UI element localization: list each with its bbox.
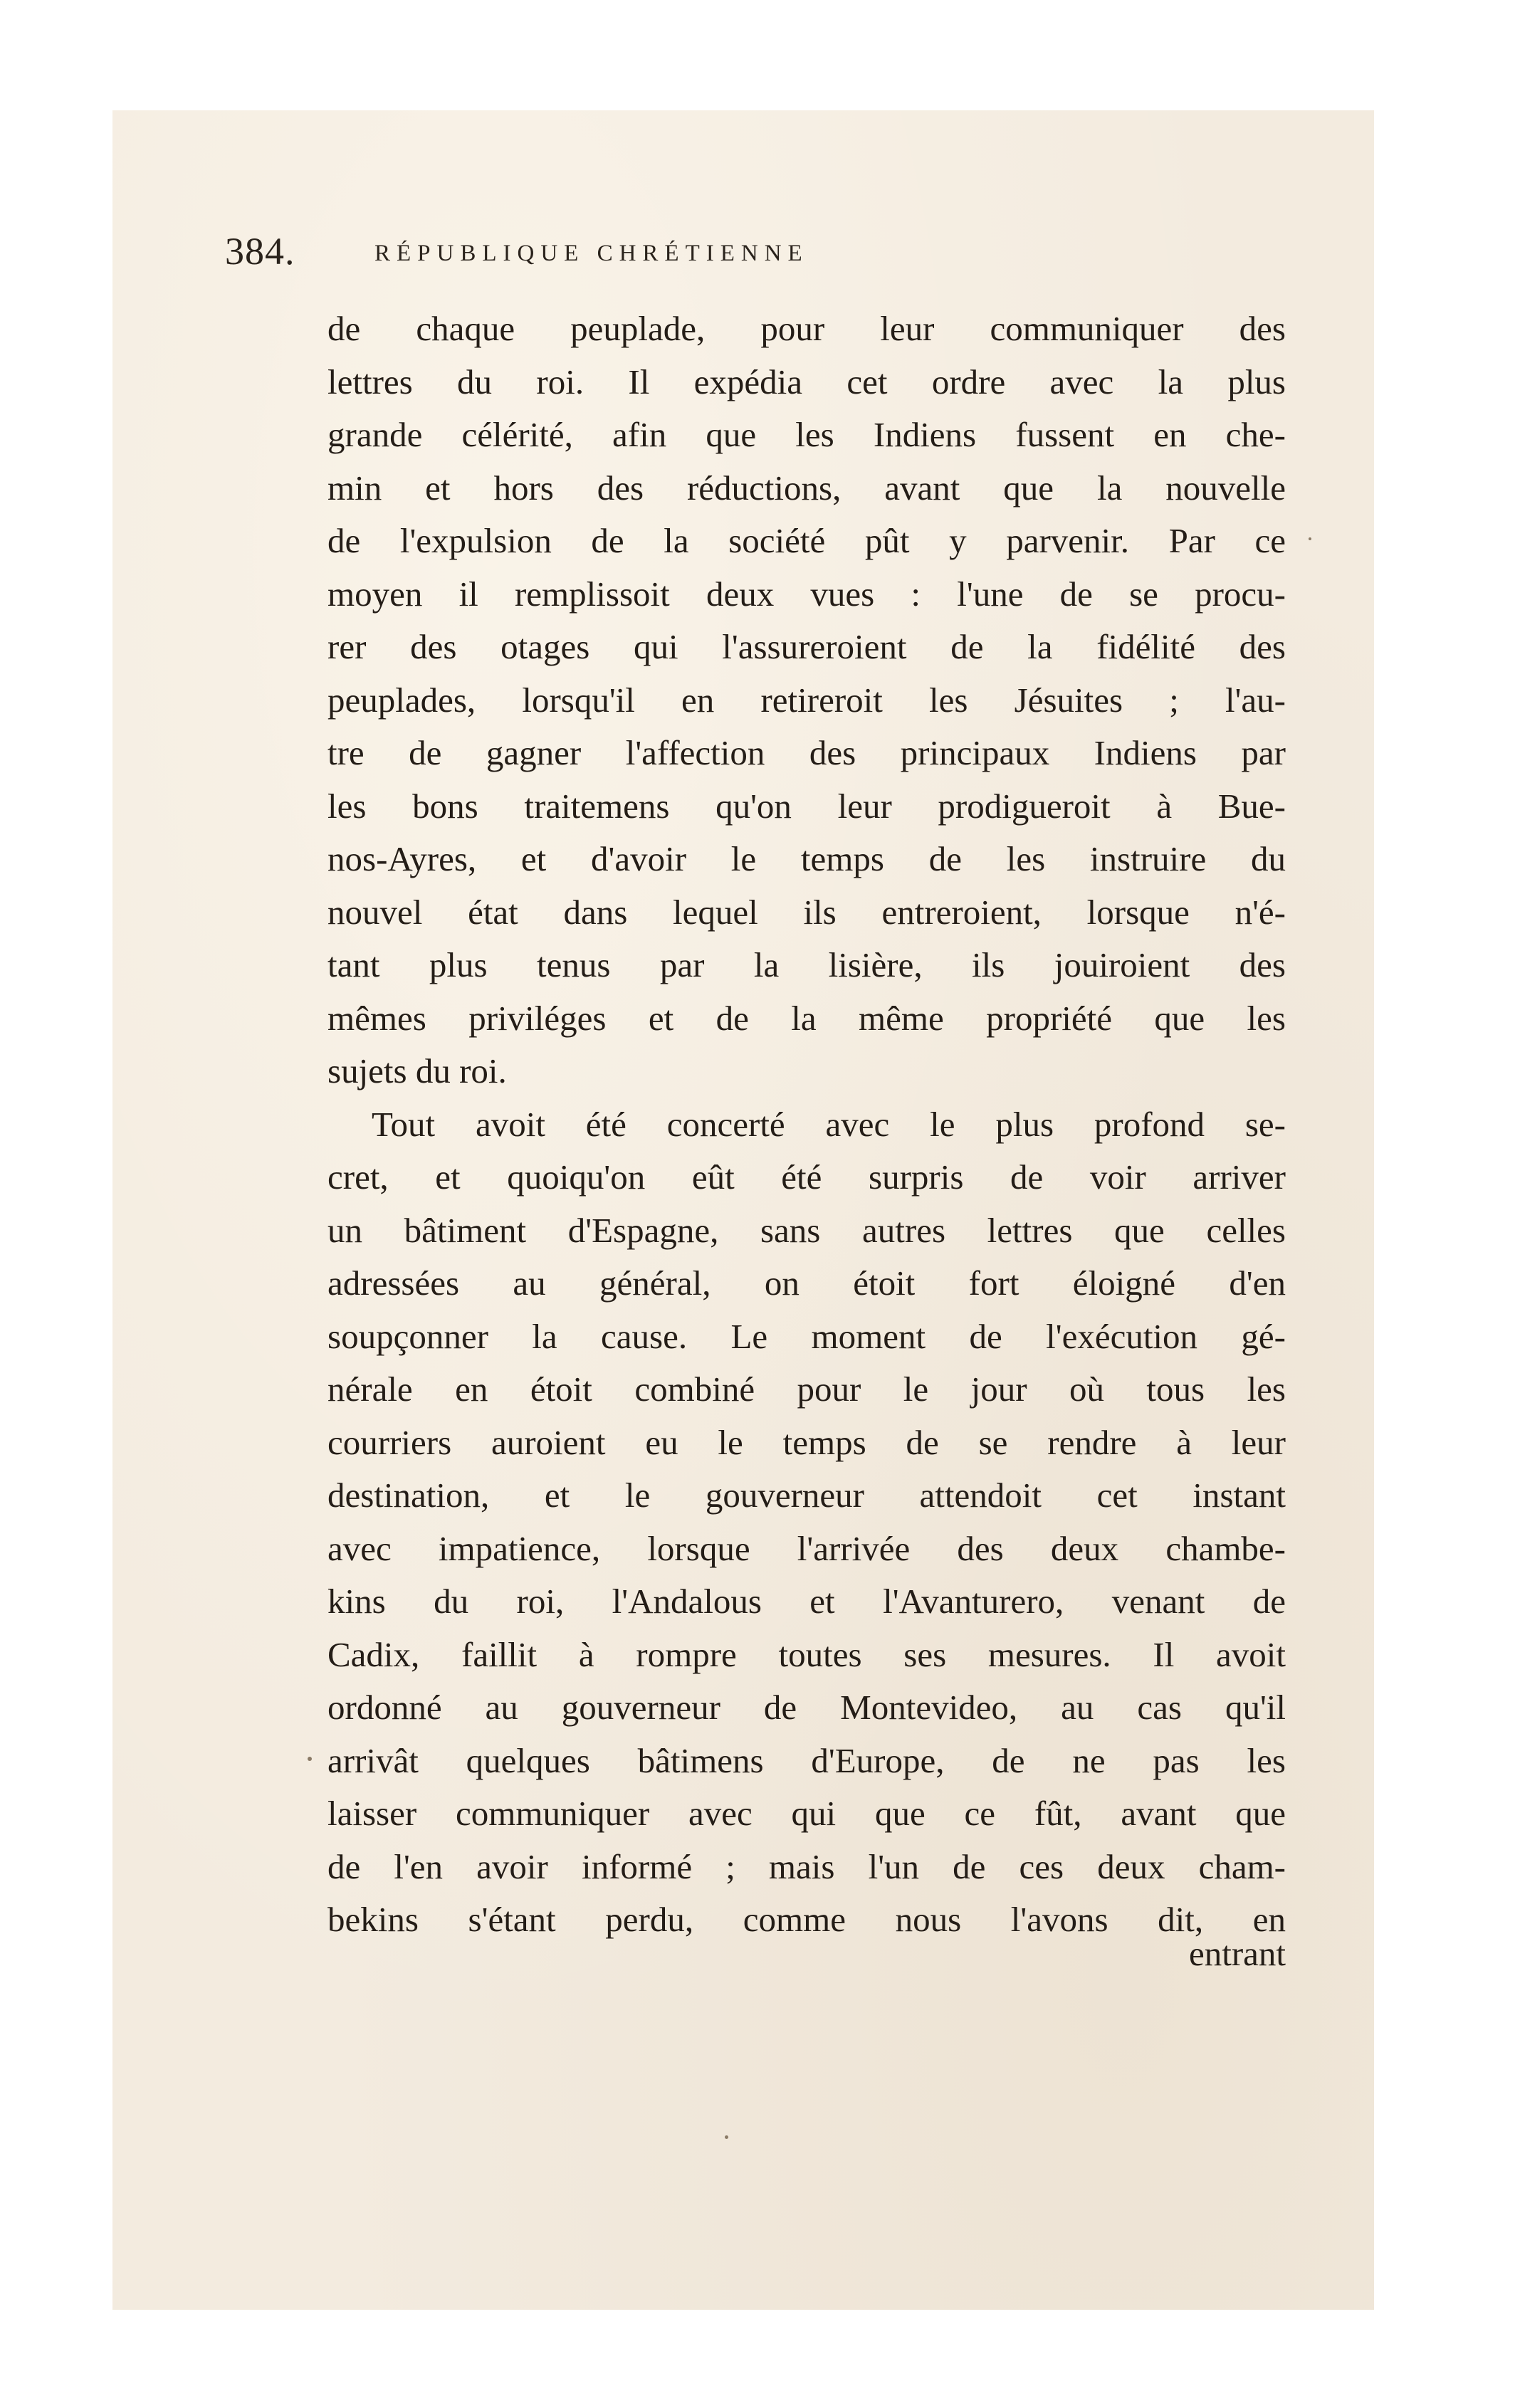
- text-line: rer des otages qui l'assureroient de la fidélité des: [327, 627, 1286, 666]
- paragraph-1: [327, 303, 1286, 1098]
- text-line: les bons traitemens qu'on leur prodigueroit à Bue-: [327, 786, 1286, 826]
- text-line: lettres du roi. Il expédia cet ordre avec la plus: [327, 362, 1286, 401]
- text-line: avec impatience, lorsque l'arrivée des deux chambe-: [327, 1528, 1286, 1568]
- text-line: arrivât quelques bâtimens d'Europe, de ne pas les: [327, 1740, 1286, 1780]
- text-line: kins du roi, l'Andalous et l'Avanturero, venant de: [327, 1582, 1286, 1621]
- paper-speck: [725, 2135, 728, 2139]
- text-line: sujets du roi.: [327, 1051, 507, 1090]
- paper-speck: [1309, 537, 1311, 540]
- text-line: un bâtiment d'Espagne, sans autres lettres que celles: [327, 1210, 1286, 1250]
- body-text: [327, 303, 1286, 1947]
- text-line: adressées au général, on étoit fort éloigné d'en: [327, 1263, 1286, 1303]
- text-line: de l'en avoir informé ; mais l'un de ces deux cham-: [327, 1846, 1286, 1886]
- paper-speck: [308, 1757, 312, 1761]
- text-line: Cadix, faillit à rompre toutes ses mesures. Il avoit: [327, 1634, 1286, 1674]
- text-line: nos-Ayres, et d'avoir le temps de les instruire du: [327, 839, 1286, 878]
- text-line: laisser communiquer avec qui que ce fût, avant que: [327, 1794, 1286, 1833]
- text-line: soupçonner la cause. Le moment de l'exécution gé-: [327, 1316, 1286, 1356]
- page-number: 384.: [225, 230, 295, 273]
- text-line: cret, et quoiqu'on eût été surpris de voir arriver: [327, 1157, 1286, 1197]
- text-line: de l'expulsion de la société pût y parvenir. Par ce: [327, 521, 1286, 560]
- text-line: nérale en étoit combiné pour le jour où tous les: [327, 1369, 1286, 1409]
- paragraph-2: [327, 1098, 1286, 1947]
- text-line: tre de gagner l'affection des principaux Indiens par: [327, 733, 1286, 772]
- catchword: entrant: [1188, 1934, 1286, 1973]
- text-line: grande célérité, afin que les Indiens fussent en che-: [327, 415, 1286, 454]
- page-header: [225, 226, 1129, 276]
- text-line: courriers auroient eu le temps de se rendre à leur: [327, 1422, 1286, 1462]
- text-line: de chaque peuplade, pour leur communiquer des: [327, 309, 1286, 348]
- text-line: nouvel état dans lequel ils entreroient, lorsque n'é-: [327, 892, 1286, 932]
- text-line: destination, et le gouverneur attendoit cet instant: [327, 1476, 1286, 1515]
- text-line: peuplades, lorsqu'il en retireroit les Jésuites ; l'au-: [327, 680, 1286, 720]
- text-line: Tout avoit été concerté avec le plus profond se-: [372, 1104, 1286, 1144]
- text-line: moyen il remplissoit deux vues : l'une de se procu-: [327, 574, 1286, 614]
- text-line: bekins s'étant perdu, comme nous l'avons dit, en: [327, 1900, 1286, 1939]
- text-line: ordonné au gouverneur de Montevideo, au cas qu'il: [327, 1688, 1286, 1727]
- text-line: min et hors des réductions, avant que la nouvelle: [327, 468, 1286, 508]
- text-line: mêmes priviléges et de la même propriété que les: [327, 998, 1286, 1038]
- text-line: tant plus tenus par la lisière, ils jouiroient des: [327, 945, 1286, 984]
- running-title: RÉPUBLIQUE CHRÉTIENNE: [374, 241, 809, 266]
